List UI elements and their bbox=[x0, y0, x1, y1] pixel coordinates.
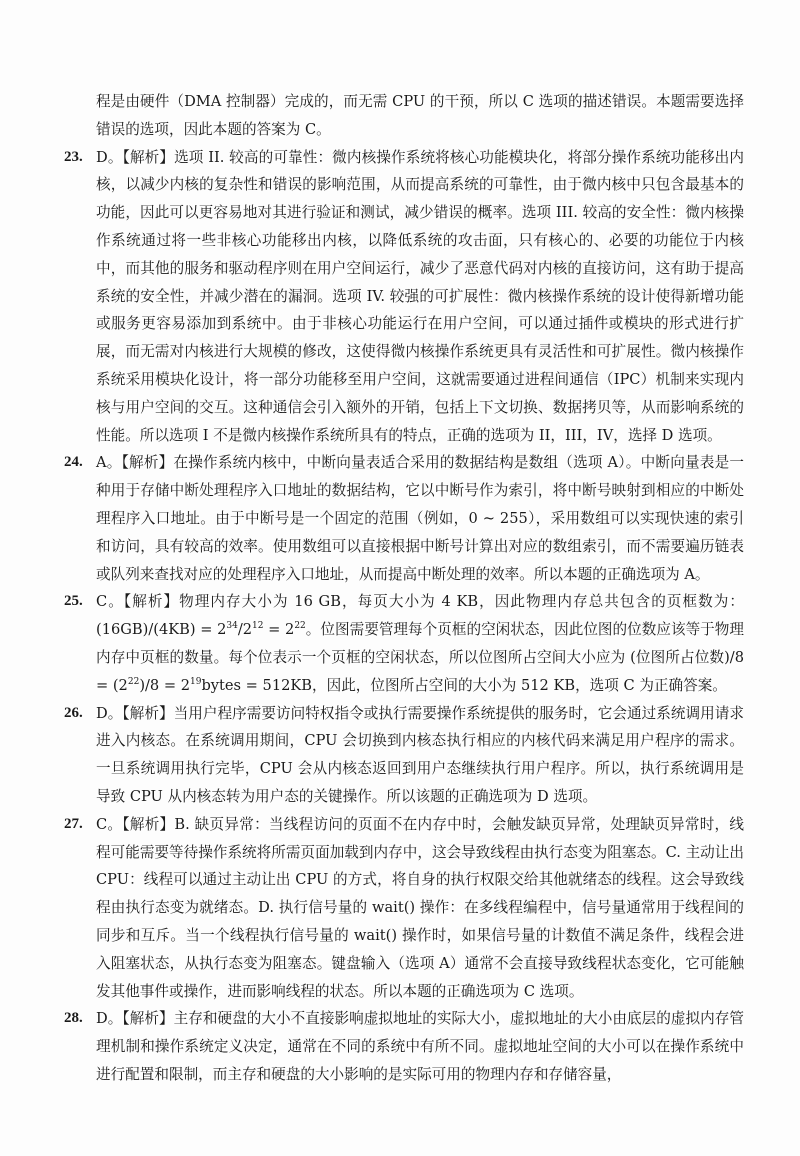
continuation-paragraph: 程是由硬件（DMA 控制器）完成的，而无需 CPU 的干预，所以 C 选项的描述错误。本题需要选择错误的选项，因此本题的答案为 C。 bbox=[96, 93, 744, 138]
answer-item-25 bbox=[64, 588, 744, 699]
answer-item-23 bbox=[64, 144, 744, 450]
text-segment: 。位图需要管理每个页框的空闲状态，因此位图的位数应该等于物理内存中页框的数量。每个位表示一个页框的空闲状态，所以位图所占空间大小应为 (位图所占位数)/8 = (2 bbox=[96, 621, 744, 694]
item-text: D。【解析】主存和硬盘的大小不直接影响虚拟地址的实际大小，虚拟地址的大小由底层的虚拟内存管理机制和操作系统定义决定，通常在不同的系统中有所不同。虚拟地址空间的大小可以在操作系统中进行配置和限制，而主存和硬盘的大小影响的是实际可用的物理内存和存储容量， bbox=[96, 1010, 744, 1083]
exponent: 22 bbox=[294, 621, 306, 632]
text-segment: )/8 = 2 bbox=[139, 676, 190, 694]
text-segment: bytes = 512KB，因此，位图所占空间的大小为 512 KB，选项 C 为正确答案。 bbox=[201, 676, 727, 694]
answer-item-28 bbox=[64, 1005, 744, 1088]
answer-item-27 bbox=[64, 811, 744, 1006]
item-number: 25. bbox=[64, 593, 83, 610]
item-number: 24. bbox=[64, 454, 83, 471]
exponent: 34 bbox=[226, 621, 238, 632]
item-text bbox=[96, 588, 744, 699]
item-number: 26. bbox=[64, 704, 83, 721]
text-segment: = 2 bbox=[263, 621, 295, 639]
exponent: 12 bbox=[252, 621, 264, 632]
item-text: C。【解析】B. 缺页异常：当线程访问的页面不在内存中时，会触发缺页异常，处理缺页异常时，线程可能需要等待操作系统将所需页面加载到内存中，这会导致线程由执行态变为阻塞态。C. 主动让出 CPU：线程可以通过主动让出 CPU 的方式，将自身的执行权限交给其他就绪态的线程。这会导致线程由执行态变为就绪态。D. 执行信号量的 wait() 操作：在多线程编程中，信号量通常用于线程间的同步和互斥。当一个线程执行信号量的 wait() 操作时，如果信号量的计数值不满足条件，线程会进入阻塞状态，从执行态变为阻塞态。键盘输入（选项 A）通常不会直接导致线程状态变化，它可能触发其他事件或操作，进而影响线程的状态。所以本题的正确选项为 C 选项。 bbox=[96, 815, 744, 1000]
answer-explanations bbox=[64, 88, 744, 1089]
item-text: D。【解析】选项 II. 较高的可靠性：微内核操作系统将核心功能模块化，将部分操作系统功能移出内核，以减少内核的复杂性和错误的影响范围，从而提高系统的可靠性，由于微内核中只包含最基本的功能，因此可以更容易地对其进行验证和测试，减少错误的概率。选项 III. 较高的安全性：微内核操作系统通过将一些非核心功能移出内核，以降低系统的攻击面，只有核心的、必要的功能位于内核中，而其他的服务和驱动程序则在用户空间运行，减少了恶意代码对内核的直接访问，这有助于提高系统的安全性，并减少潜在的漏洞。选项 IV. 较强的可扩展性：微内核操作系统的设计使得新增功能或服务更容易添加到系统中。由于非核心功能运行在用户空间，可以通过插件或模块的形式进行扩展，而无需对内核进行大规模的修改，这使得微内核操作系统更具有灵活性和可扩展性。微内核操作系统采用模块化设计，将一部分功能移至用户空间，这就需要通过进程间通信（IPC）机制来实现内核与用户空间的交互。这种通信会引入额外的开销，包括上下文切换、数据拷贝等，从而影响系统的性能。所以选项 I 不是微内核操作系统所具有的特点，正确的选项为 II，III，IV，选择 D 选项。 bbox=[96, 148, 744, 444]
answer-item-26 bbox=[64, 700, 744, 811]
item-number: 28. bbox=[64, 1010, 83, 1027]
exponent: 22 bbox=[127, 676, 140, 687]
item-number: 27. bbox=[64, 815, 83, 832]
answer-item-24 bbox=[64, 449, 744, 588]
text-segment: /2 bbox=[237, 621, 253, 639]
text-segment: C。【解析】物理内存大小为 16 GB，每页大小为 4 KB，因此物理内存总共包含的页框数为：(16GB)/(4KB) = 2 bbox=[96, 593, 744, 639]
item-number: 23. bbox=[64, 148, 83, 165]
item-text: A。【解析】在操作系统内核中，中断向量表适合采用的数据结构是数组（选项 A）。中断向量表是一种用于存储中断处理程序入口地址的数据结构，它以中断号作为索引，将中断号映射到相应的中断处理程序入口地址。由于中断号是一个固定的范围（例如，0 ~ 255），采用数组可以实现快速的索引和访问，具有较高的效率。使用数组可以直接根据中断号计算出对应的数组索引，而不需要遍历链表或队列来查找对应的处理程序入口地址，从而提高中断处理的效率。所以本题的正确选项为 A。 bbox=[96, 454, 744, 583]
item-text: D。【解析】当用户程序需要访问特权指令或执行需要操作系统提供的服务时，它会通过系统调用请求进入内核态。在系统调用期间，CPU 会切换到内核态执行相应的内核代码来满足用户程序的需求。一旦系统调用执行完毕，CPU 会从内核态返回到用户态继续执行用户程序。所以，执行系统调用是导致 CPU 从内核态转为用户态的关键操作。所以该题的正确选项为 D 选项。 bbox=[96, 704, 744, 805]
exponent: 19 bbox=[190, 676, 202, 687]
